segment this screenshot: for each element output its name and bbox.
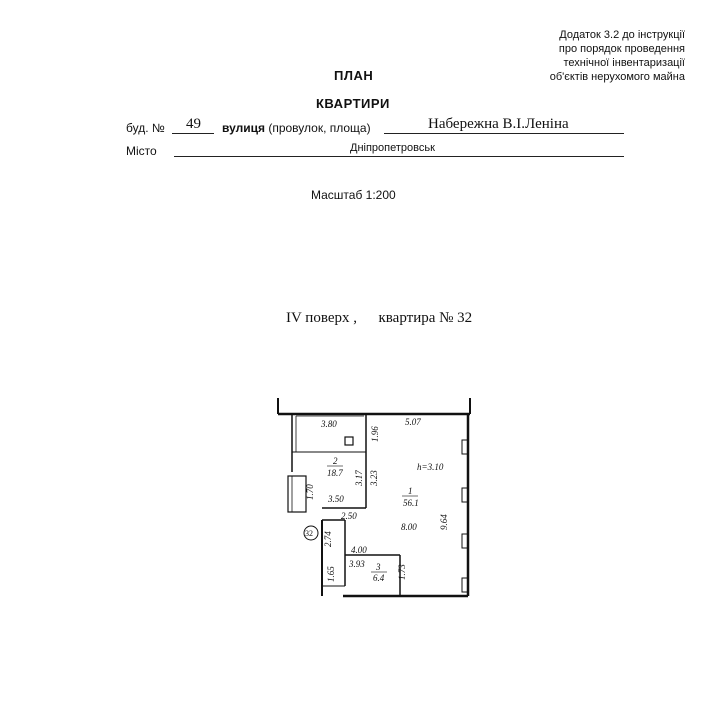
floor-label: IV поверх , [286, 310, 357, 326]
dim-800: 8.00 [401, 522, 417, 532]
dim-top-left: 3.80 [321, 419, 337, 429]
dim-250: 2.50 [341, 511, 357, 521]
appendix-note-line: Додаток 3.2 до інструкції [559, 29, 685, 41]
apartment-marker: 32 [305, 529, 313, 538]
room-3-number: 3 [376, 562, 381, 572]
apartment-title: КВАРТИРИ [316, 96, 390, 111]
room-2-number: 2 [333, 456, 338, 466]
appendix-note-line: об'єктів нерухомого майна [549, 71, 685, 83]
dim-top-right: 5.07 [405, 417, 421, 427]
street-value: Набережна В.І.Леніна [428, 116, 569, 132]
dim-400: 4.00 [351, 545, 367, 555]
dim-165: 1.65 [326, 566, 336, 582]
ceiling-height: h=3.10 [417, 462, 444, 472]
building-number: 49 [186, 116, 201, 132]
city-label: Місто [126, 144, 157, 158]
city-value: Дніпропетровськ [350, 142, 435, 154]
dim-964: 9.64 [439, 514, 449, 530]
street-label-bold: вулиця [222, 121, 265, 135]
appendix-note-line: технічної інвентаризації [563, 57, 685, 69]
room-1-number: 1 [408, 486, 413, 496]
dim-196: 1.96 [370, 426, 380, 442]
dim-323: 3.23 [369, 470, 379, 486]
room-3-area: 6.4 [373, 573, 385, 583]
plan-title: ПЛАН [334, 68, 374, 83]
scale-label: Масштаб 1:200 [311, 188, 396, 202]
dim-274: 2.74 [323, 531, 333, 547]
dim-173: 1.73 [397, 564, 407, 580]
room-2-area: 18.7 [327, 468, 343, 478]
apartment-label: квартира № 32 [378, 310, 473, 326]
street-label-rest: (провулок, площа) [268, 121, 371, 135]
dim-317: 3.17 [354, 470, 364, 486]
dim-350: 3.50 [328, 494, 344, 504]
dim-170: 1.70 [305, 484, 315, 500]
appendix-note-line: про порядок проведення [558, 43, 685, 55]
room-1-area: 56.1 [403, 498, 419, 508]
building-label: буд. № [126, 121, 165, 135]
dim-393: 3.93 [349, 559, 365, 569]
